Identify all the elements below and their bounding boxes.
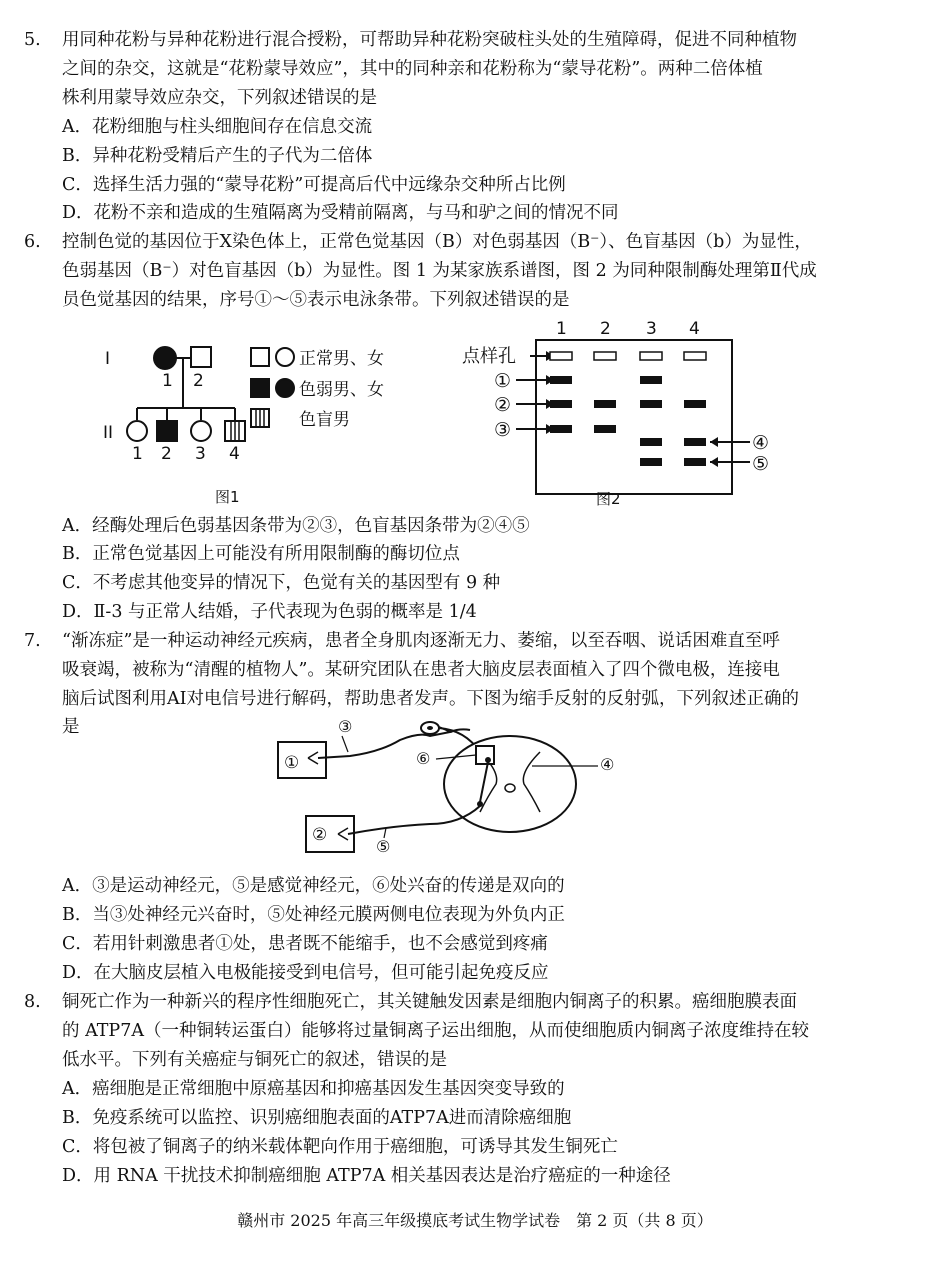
question-number: 8. bbox=[24, 992, 41, 1012]
lane-number: 2 bbox=[600, 319, 611, 339]
band-label: ⑤ bbox=[752, 453, 770, 475]
individual-number: 1 bbox=[132, 444, 143, 464]
q6-stem-line: 员色觉基因的结果，序号①～⑤表示电泳条带。下列叙述错误的是 bbox=[62, 290, 570, 310]
q7-option-c: C．若用针刺激患者①处，患者既不能缩手，也不会感觉到疼痛 bbox=[62, 934, 548, 954]
q8-option-a: A．癌细胞是正常细胞中原癌基因和抑癌基因发生基因突变导致的 bbox=[62, 1079, 565, 1099]
q6-stem-line: 色弱基因（B⁻）对色盲基因（b）为显性。图 1 为某家族系谱图，图 2 为同种限制酶处理第Ⅱ代成 bbox=[62, 261, 817, 281]
question-number: 5. bbox=[24, 30, 41, 50]
question-number: 6. bbox=[24, 232, 41, 252]
q8-stem-line: 铜死亡作为一种新兴的程序性细胞死亡，其关键触发因素是细胞内铜离子的积累。癌细胞膜表面 bbox=[62, 992, 797, 1012]
sample-well bbox=[550, 352, 572, 360]
gel-box bbox=[536, 340, 732, 494]
generation-label: II bbox=[103, 423, 114, 443]
figure-caption: 图2 bbox=[596, 490, 621, 508]
figure-label: ④ bbox=[600, 755, 615, 774]
pedigree-male-colorweak bbox=[157, 421, 177, 441]
band-label: ① bbox=[494, 370, 512, 392]
gel-band bbox=[640, 438, 662, 446]
q8-option-b: B．免疫系统可以监控、识别癌细胞表面的ATP7A进而清除癌细胞 bbox=[62, 1108, 572, 1128]
lane-number: 1 bbox=[556, 319, 567, 339]
figure-label: ② bbox=[312, 825, 328, 845]
q5-stem-line: 之间的杂交，这就是“花粉蒙导效应”，其中的同种亲和花粉称为“蒙导花粉”。两种二倍体植 bbox=[62, 59, 763, 79]
pedigree-male-normal bbox=[191, 347, 211, 367]
lane-number: 3 bbox=[646, 319, 657, 339]
pedigree-figure bbox=[95, 338, 425, 510]
pedigree-female-colorweak bbox=[154, 347, 176, 369]
gel-band bbox=[640, 376, 662, 384]
q5-stem-line: 用同种花粉与异种花粉进行混合授粉，可帮助异种花粉突破柱头处的生殖障碍，促进不同种植物 bbox=[62, 30, 797, 50]
q7-stem-line: 是 bbox=[62, 717, 80, 737]
figure-label: ⑥ bbox=[416, 749, 431, 768]
legend-colorblind: 色盲男 bbox=[299, 410, 350, 430]
band-label: ④ bbox=[752, 432, 770, 454]
q8-option-d: D．用 RNA 干扰技术抑制癌细胞 ATP7A 相关基因表达是治疗癌症的一种途径 bbox=[62, 1166, 671, 1186]
figure-label: ⑤ bbox=[376, 837, 391, 856]
individual-number: 1 bbox=[162, 371, 173, 391]
page-footer: 赣州市 2025 年高三年级摸底考试生物学试卷 第 2 页（共 8 页） bbox=[237, 1211, 713, 1230]
individual-number: 4 bbox=[229, 444, 240, 464]
q7-stem-line: 脑后试图利用AI对电信号进行解码，帮助患者发声。下图为缩手反射的反射弧，下列叙述正确的 bbox=[62, 689, 800, 709]
q8-stem-line: 的 ATP7A（一种铜转运蛋白）能够将过量铜离子运出细胞，从而使细胞质内铜离子浓度维持在较 bbox=[62, 1021, 809, 1041]
q8-stem-line: 低水平。下列有关癌症与铜死亡的叙述，错误的是 bbox=[62, 1050, 447, 1070]
q5-option-d: D．花粉不亲和造成的生殖隔离为受精前隔离，与马和驴之间的情况不同 bbox=[62, 203, 619, 223]
q7-option-a: A．③是运动神经元，⑤是感觉神经元，⑥处兴奋的传递是双向的 bbox=[62, 876, 565, 896]
legend-normal: 正常男、女 bbox=[299, 349, 384, 369]
individual-number: 3 bbox=[195, 444, 206, 464]
q7-option-d: D．在大脑皮层植入电极能接受到电信号，但可能引起免疫反应 bbox=[62, 963, 549, 983]
q7-stem-line: 吸衰竭，被称为“清醒的植物人”。某研究团队在患者大脑皮层表面植入了四个微电极，连接电 bbox=[62, 660, 780, 680]
q6-option-c: C．不考虑其他变异的情况下，色觉有关的基因型有 9 种 bbox=[62, 573, 501, 593]
figure-label: ③ bbox=[338, 717, 353, 736]
sample-well bbox=[640, 352, 662, 360]
individual-number: 2 bbox=[193, 371, 204, 391]
q6-option-d: D．Ⅱ-3 与正常人结婚，子代表现为色弱的概率是 1/4 bbox=[62, 602, 477, 622]
gel-band bbox=[640, 400, 662, 408]
gel-band bbox=[640, 458, 662, 466]
q7-option-b: B．当③处神经元兴奋时，⑤处神经元膜两侧电位表现为外负内正 bbox=[62, 905, 565, 925]
figure-label: ① bbox=[284, 753, 300, 773]
reflex-arc-figure bbox=[270, 712, 640, 862]
question-number: 7. bbox=[24, 631, 41, 651]
q6-option-a: A．经酶处理后色弱基因条带为②③，色盲基因条带为②④⑤ bbox=[62, 516, 530, 536]
band-label: ③ bbox=[494, 419, 512, 441]
gel-band bbox=[550, 400, 572, 408]
gel-band bbox=[684, 458, 706, 466]
sample-well bbox=[684, 352, 706, 360]
q5-stem-line: 株利用蒙导效应杂交，下列叙述错误的是 bbox=[62, 88, 377, 108]
q5-option-a: A．花粉细胞与柱头细胞间存在信息交流 bbox=[62, 117, 373, 137]
pedigree-female-normal bbox=[191, 421, 211, 441]
q8-option-c: C．将包被了铜离子的纳米载体靶向作用于癌细胞，可诱导其发生铜死亡 bbox=[62, 1137, 618, 1157]
band-label: ② bbox=[494, 394, 512, 416]
gel-band bbox=[594, 400, 616, 408]
generation-label: I bbox=[105, 349, 111, 369]
q6-stem-line: 控制色觉的基因位于X染色体上，正常色觉基因（B）对色弱基因（B⁻）、色盲基因（b）为显性， bbox=[62, 232, 812, 252]
gel-band bbox=[684, 438, 706, 446]
well-label: 点样孔 bbox=[462, 346, 516, 367]
gel-band bbox=[684, 400, 706, 408]
individual-number: 2 bbox=[161, 444, 172, 464]
pedigree-female-normal bbox=[127, 421, 147, 441]
q6-option-b: B．正常色觉基因上可能没有所用限制酶的酶切位点 bbox=[62, 544, 460, 564]
q5-option-b: B．异种花粉受精后产生的子代为二倍体 bbox=[62, 146, 373, 166]
gel-band bbox=[550, 425, 572, 433]
q5-option-c: C．选择生活力强的“蒙导花粉”可提高后代中远缘杂交种所占比例 bbox=[62, 175, 566, 195]
figure-caption: 图1 bbox=[215, 488, 240, 506]
q7-stem-line: “渐冻症”是一种运动神经元疾病，患者全身肌肉逐渐无力、萎缩，以至吞咽、说话困难直至呼 bbox=[62, 631, 780, 651]
lane-number: 4 bbox=[689, 319, 700, 339]
gel-band bbox=[550, 376, 572, 384]
sample-well bbox=[594, 352, 616, 360]
electrophoresis-figure bbox=[460, 312, 780, 510]
synapse-box bbox=[476, 746, 494, 764]
legend-colorweak: 色弱男、女 bbox=[299, 380, 384, 400]
gel-band bbox=[594, 425, 616, 433]
